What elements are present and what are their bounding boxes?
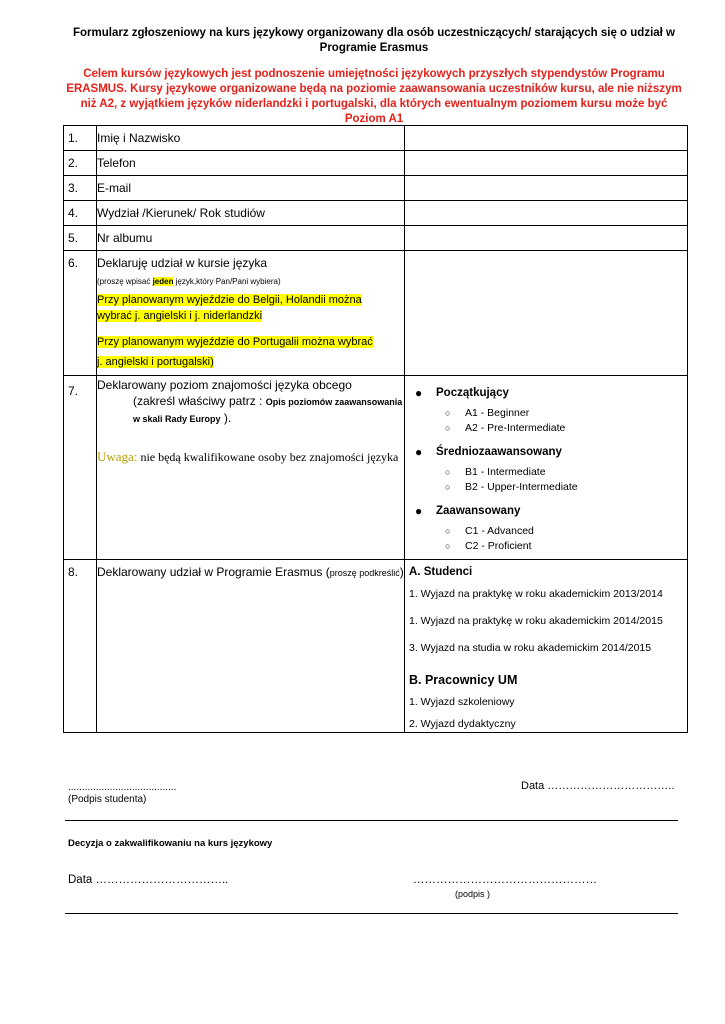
circle-bullet-icon: ○ bbox=[445, 408, 451, 418]
warning-note: Uwaga: nie będą kwalifikowane osoby bez znajomości języka bbox=[97, 449, 399, 464]
faculty-field[interactable] bbox=[405, 201, 688, 226]
row-number: 7. bbox=[68, 384, 79, 398]
bullet-icon: ● bbox=[415, 504, 423, 518]
row-label-language: Deklaruję udział w kursie języka bbox=[97, 256, 268, 270]
staff-heading: B. Pracownicy UM bbox=[409, 673, 518, 687]
date-field-top[interactable]: Data …………………………….. bbox=[521, 780, 675, 792]
date-field-bottom[interactable]: Data …………………………….. bbox=[68, 874, 229, 886]
language-note: (proszę wpisać jeden język,który Pan/Pani wybiera) bbox=[97, 277, 281, 286]
decision-signature-line[interactable]: ………………………………………… bbox=[413, 874, 597, 886]
row-label-faculty: Wydział /Kierunek/ Rok studiów bbox=[97, 206, 265, 220]
level-a2[interactable]: ○ A2 - Pre-Intermediate bbox=[445, 422, 566, 434]
circle-bullet-icon: ○ bbox=[445, 423, 451, 433]
option-teaching[interactable]: 2. Wyjazd dydaktyczny bbox=[409, 718, 516, 730]
level-beginner[interactable]: ● Początkujący bbox=[415, 386, 509, 400]
belgium-note: Przy planowanym wyjeździe do Belgii, Holandii można wybrać j. angielski i j. niderlandzki bbox=[97, 294, 362, 322]
table-row bbox=[64, 560, 688, 733]
circle-bullet-icon: ○ bbox=[445, 541, 451, 551]
table-row bbox=[64, 126, 688, 151]
table-row bbox=[64, 251, 688, 376]
divider bbox=[65, 820, 678, 821]
row-label-level: Deklarowany poziom znajomości języka obcego bbox=[97, 378, 352, 392]
portugal-note: Przy planowanym wyjeździe do Portugalii można wybrać j. angielski i portugalski) bbox=[97, 336, 373, 368]
level-c2[interactable]: ○ C2 - Proficient bbox=[445, 540, 532, 552]
circle-bullet-icon: ○ bbox=[445, 467, 451, 477]
table-row bbox=[64, 201, 688, 226]
table-row bbox=[64, 151, 688, 176]
email-field[interactable] bbox=[405, 176, 688, 201]
cefr-reference: Opis poziomów zaawansowania w skali Rady Europy bbox=[133, 397, 403, 424]
level-intermediate[interactable]: ● Średniozaawansowany bbox=[415, 445, 562, 459]
table-row bbox=[64, 376, 688, 560]
option-training[interactable]: 1. Wyjazd szkoleniowy bbox=[409, 696, 515, 708]
album-field[interactable] bbox=[405, 226, 688, 251]
row-label-album: Nr albumu bbox=[97, 231, 153, 245]
circle-bullet-icon: ○ bbox=[445, 526, 451, 536]
decision-heading: Decyzja o zakwalifikowaniu na kurs językowy bbox=[68, 838, 273, 849]
phone-field[interactable] bbox=[405, 151, 688, 176]
table-row bbox=[64, 176, 688, 201]
table-row bbox=[64, 226, 688, 251]
option-internship-2014[interactable]: 1. Wyjazd na praktykę w roku akademickim 2014/2015 bbox=[409, 615, 663, 627]
form-title: Formularz zgłoszeniowy na kurs językowy organizowany dla osób uczestniczących/ starających się o udział w Programie Erasmus bbox=[72, 27, 675, 54]
row-label-phone: Telefon bbox=[97, 156, 136, 170]
highlight-one: jeden bbox=[152, 277, 174, 286]
option-studies-2014[interactable]: 3. Wyjazd na studia w roku akademickim 2014/2015 bbox=[409, 642, 652, 654]
students-heading: A. Studenci bbox=[409, 566, 473, 578]
level-b1[interactable]: ○ B1 - Intermediate bbox=[445, 466, 546, 478]
language-field[interactable] bbox=[405, 251, 688, 376]
option-internship-2013[interactable]: 1. Wyjazd na praktykę w roku akademickim 2013/2014 bbox=[409, 588, 663, 600]
student-signature-line[interactable]: ....................................... bbox=[68, 782, 177, 793]
level-advanced[interactable]: ● Zaawansowany bbox=[415, 504, 521, 518]
application-form-table bbox=[63, 125, 688, 733]
name-field[interactable] bbox=[405, 126, 688, 151]
row-label-email: E-mail bbox=[97, 181, 132, 195]
row-number: 3. bbox=[68, 181, 79, 195]
row-number: 2. bbox=[68, 156, 79, 170]
bullet-icon: ● bbox=[415, 445, 423, 459]
row-label-name: Imię i Nazwisko bbox=[97, 131, 181, 145]
row-number: 4. bbox=[68, 206, 79, 220]
bullet-icon: ● bbox=[415, 386, 423, 400]
decision-signature-label: (podpis ) bbox=[455, 889, 491, 899]
row-number: 8. bbox=[68, 565, 79, 579]
row-label-erasmus: Deklarowany udział w Programie Erasmus (proszę podkreślić) bbox=[97, 565, 404, 579]
row-number: 6. bbox=[68, 256, 79, 270]
level-instruction: (zakreśl właściwy patrz : Opis poziomów zaawansowania w skali Rady Europy ). bbox=[133, 394, 403, 425]
student-signature-label: (Podpis studenta) bbox=[68, 794, 147, 805]
level-options bbox=[405, 376, 687, 554]
circle-bullet-icon: ○ bbox=[445, 482, 451, 492]
level-b2[interactable]: ○ B2 - Upper-Intermediate bbox=[445, 481, 578, 493]
level-c1[interactable]: ○ C1 - Advanced bbox=[445, 525, 534, 537]
divider bbox=[65, 913, 678, 914]
row-number: 1. bbox=[68, 131, 79, 145]
row-number: 5. bbox=[68, 231, 79, 245]
level-a1[interactable]: ○ A1 - Beginner bbox=[445, 407, 530, 419]
intro-text: Celem kursów językowych jest podnoszenie umiejętności językowych przyszłych stypendystów Programu ERASMUS. Kursy językowe organizowane będą na poziomie zaawansowania uczestników kursu, ale nie niższym niż A2, z wyjątkiem języków niderlandzki i portugalski, dla których ewentualnym poziomem kursu może być Poziom A1 bbox=[66, 68, 682, 125]
